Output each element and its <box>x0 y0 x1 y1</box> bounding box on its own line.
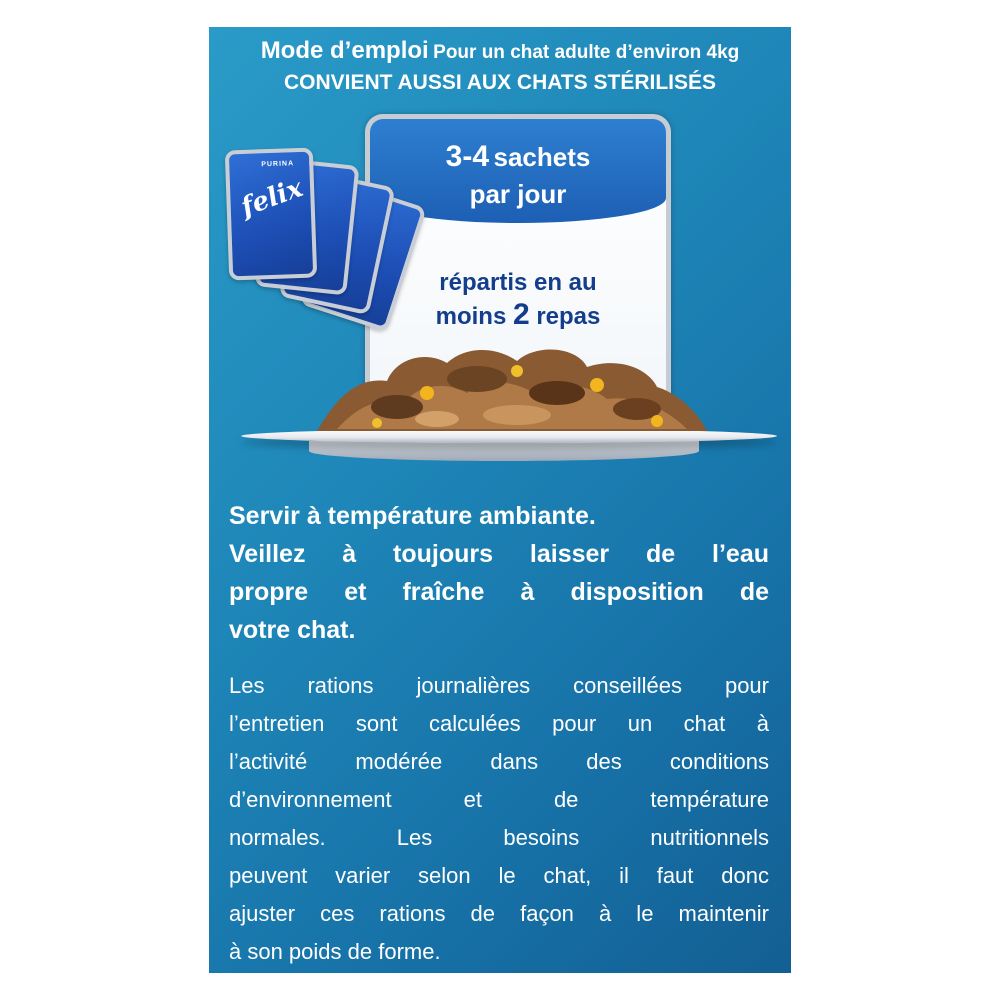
text-line: ajuster ces rations de façon à le maintenir <box>229 901 769 926</box>
text-line: propre et fraîche à disposition de <box>229 578 769 606</box>
text-line: Veillez à toujours laisser de l’eau <box>229 540 769 568</box>
maker-logo: PURINA <box>261 160 295 169</box>
quantity-number: 3-4 <box>445 140 490 173</box>
sterilized-note: CONVIENT AUSSI AUX CHATS STÉRILISÉS <box>283 71 717 94</box>
meal-split-line1: répartis en au <box>439 269 597 296</box>
text-line: votre chat. <box>229 616 356 644</box>
instructions-panel <box>209 27 791 973</box>
meal-split-tail: repas <box>536 303 601 330</box>
meal-split <box>370 267 666 333</box>
quantity-unit: sachets <box>493 142 591 172</box>
usage-header <box>209 37 791 65</box>
brand-logo: felix <box>237 173 307 223</box>
meal-split-number: 2 <box>512 298 530 331</box>
text-line: l’activité modérée dans des conditions <box>229 749 769 774</box>
usage-title: Mode d’emploi <box>260 37 429 64</box>
plate-base <box>309 441 699 461</box>
text-line: Servir à température ambiante. <box>229 502 596 530</box>
meal-split-word: moins <box>435 303 507 330</box>
text-line: d’environnement et de température <box>229 787 769 812</box>
ration-info <box>229 667 769 971</box>
text-line: Les rations journalières conseillées pour <box>229 673 769 698</box>
serving-instructions <box>229 497 769 649</box>
pouch-front <box>225 148 317 281</box>
text-line: à son poids de forme. <box>229 939 441 964</box>
text-line: peuvent varier selon le chat, il faut donc <box>229 863 769 888</box>
usage-subtitle: Pour un chat adulte d’environ 4kg <box>433 42 740 63</box>
text-line: normales. Les besoins nutritionnels <box>229 825 769 850</box>
dosage-quantity <box>370 141 666 210</box>
food-image <box>317 337 707 433</box>
quantity-frequency: par jour <box>469 179 567 209</box>
text-line: l’entretien sont calculées pour un chat à <box>229 711 769 736</box>
